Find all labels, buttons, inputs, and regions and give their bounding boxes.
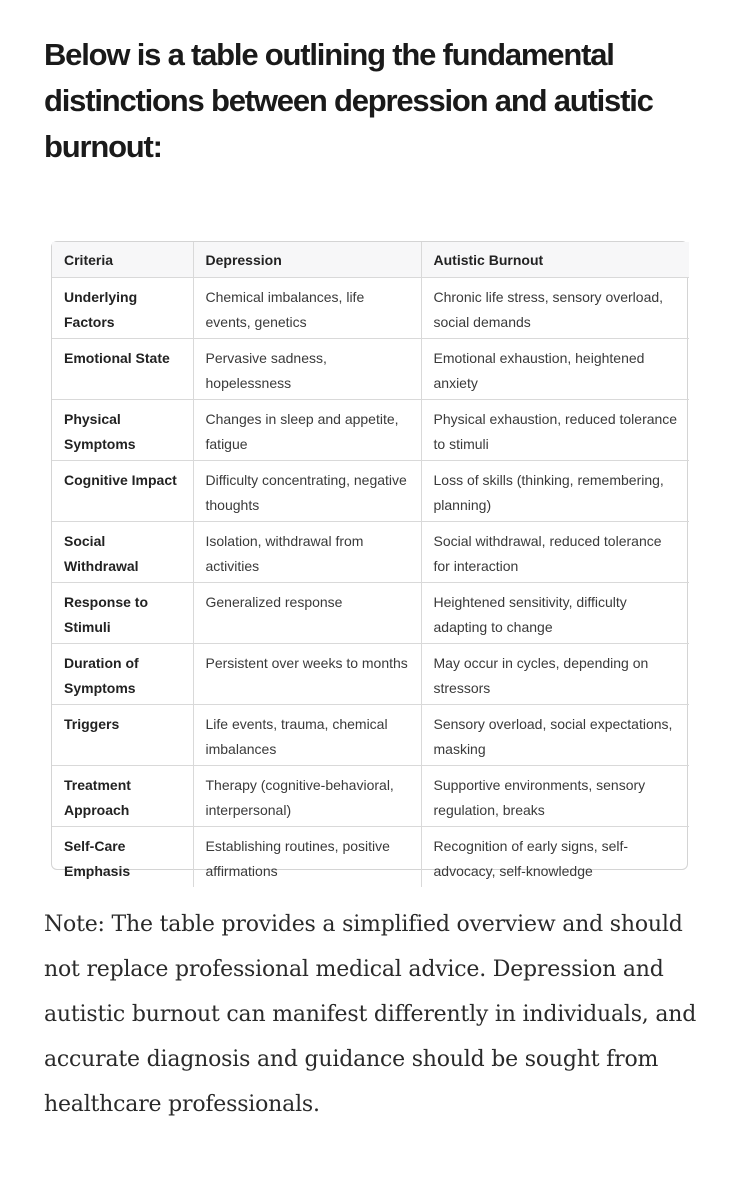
criteria-cell: Response to Stimuli xyxy=(52,582,193,643)
table-row xyxy=(52,399,689,460)
depression-cell: Establishing routines, positive affirmations xyxy=(193,826,421,887)
depression-cell: Generalized response xyxy=(193,582,421,643)
header-depression: Depression xyxy=(193,242,421,277)
comparison-table xyxy=(52,242,689,887)
header-autistic-burnout: Autistic Burnout xyxy=(421,242,689,277)
table-row xyxy=(52,521,689,582)
burnout-cell: Emotional exhaustion, heightened anxiety xyxy=(421,338,689,399)
depression-cell: Persistent over weeks to months xyxy=(193,643,421,704)
criteria-cell: Duration of Symptoms xyxy=(52,643,193,704)
table-row xyxy=(52,765,689,826)
depression-cell: Chemical imbalances, life events, genetics xyxy=(193,277,421,338)
criteria-cell: Self-Care Emphasis xyxy=(52,826,193,887)
depression-cell: Therapy (cognitive-behavioral, interpersonal) xyxy=(193,765,421,826)
criteria-cell: Triggers xyxy=(52,704,193,765)
table-row xyxy=(52,582,689,643)
depression-cell: Changes in sleep and appetite, fatigue xyxy=(193,399,421,460)
burnout-cell: Recognition of early signs, self-advocacy, self-knowledge xyxy=(433,837,629,879)
table-row xyxy=(52,643,689,704)
criteria-cell: Physical Symptoms xyxy=(52,399,193,460)
burnout-cell: Loss of skills (thinking, remembering, planning) xyxy=(421,460,689,521)
table-row xyxy=(52,277,689,338)
header-row xyxy=(52,242,689,277)
depression-cell: Difficulty concentrating, negative thoughts xyxy=(193,460,421,521)
disclaimer-note: Note: The table provides a simplified overview and should not replace professional medical advice. Depression and autistic burnout can manifest differently in individuals, and accurate diagnosis and guidance should be sought from healthcare professionals. xyxy=(44,912,697,1117)
table-row xyxy=(52,826,689,887)
criteria-cell: Treatment Approach xyxy=(52,765,193,826)
depression-cell: Life events, trauma, chemical imbalances xyxy=(193,704,421,765)
burnout-cell: Physical exhaustion, reduced tolerance to stimuli xyxy=(421,399,689,460)
section-heading: Below is a table outlining the fundamental distinctions between depression and autistic burnout: xyxy=(44,37,653,164)
burnout-cell: Heightened sensitivity, difficulty adapting to change xyxy=(421,582,689,643)
burnout-cell: Supportive environments, sensory regulation, breaks xyxy=(421,765,689,826)
header-criteria: Criteria xyxy=(52,242,193,277)
criteria-cell: Social Withdrawal xyxy=(52,521,193,582)
table-row xyxy=(52,338,689,399)
criteria-cell: Underlying Factors xyxy=(52,277,193,338)
table-row xyxy=(52,704,689,765)
table-header xyxy=(52,242,689,277)
depression-cell: Isolation, withdrawal from activities xyxy=(193,521,421,582)
burnout-cell: Sensory overload, social expectations, masking xyxy=(421,704,689,765)
depression-cell: Pervasive sadness, hopelessness xyxy=(193,338,421,399)
burnout-cell: Social withdrawal, reduced tolerance for interaction xyxy=(421,521,689,582)
burnout-cell: Chronic life stress, sensory overload, social demands xyxy=(421,277,689,338)
comparison-table-container xyxy=(51,241,688,879)
criteria-cell: Cognitive Impact xyxy=(52,460,193,521)
criteria-cell: Emotional State xyxy=(52,338,193,399)
table-row xyxy=(52,460,689,521)
burnout-cell: May occur in cycles, depending on stressors xyxy=(421,643,689,704)
table-body xyxy=(52,277,689,887)
